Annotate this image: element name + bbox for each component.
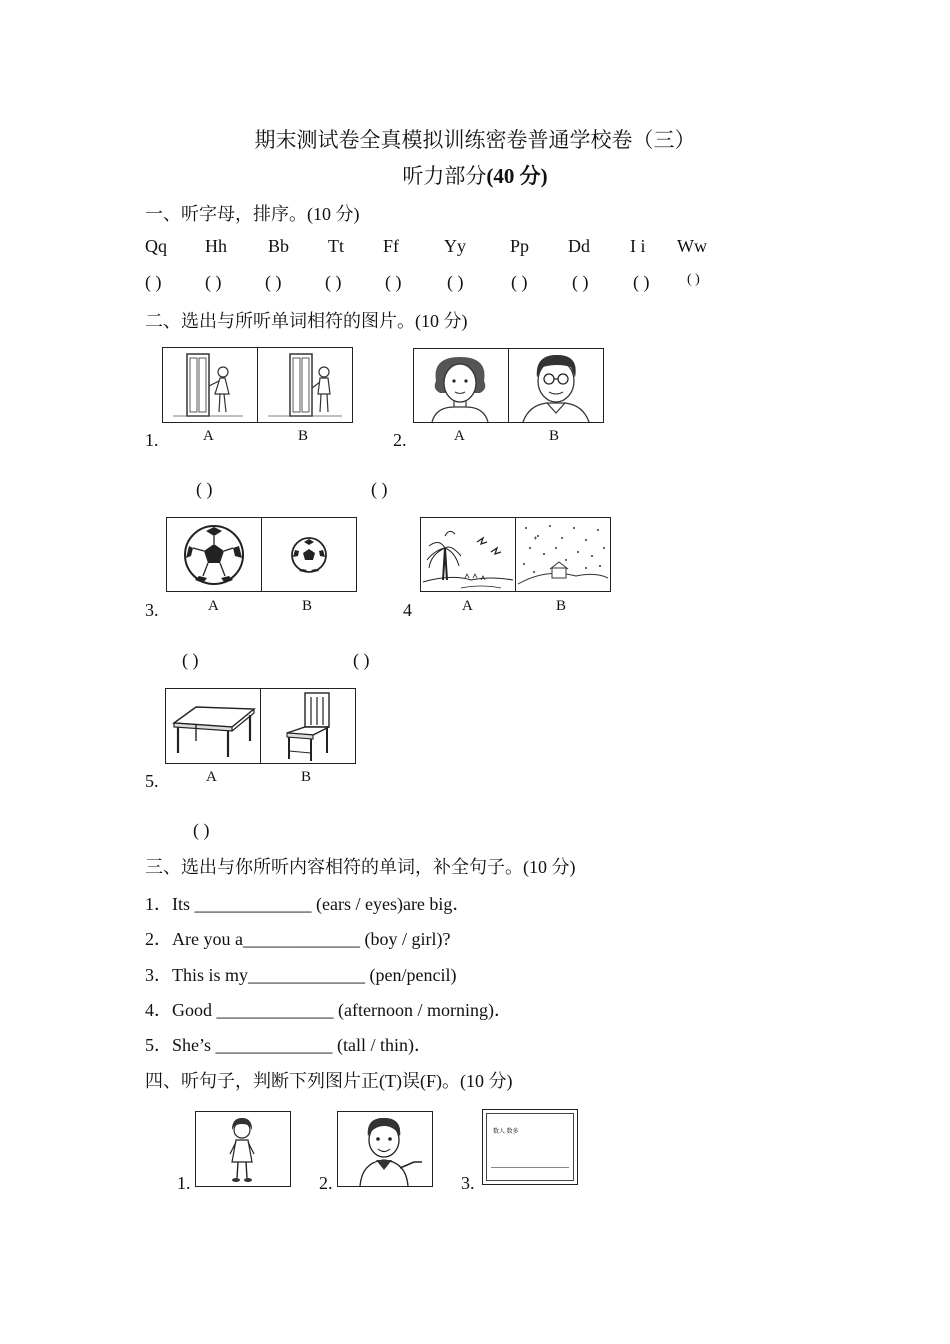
item-number: 4: [403, 600, 412, 620]
sentence-line: 4．Good _____________ (afternoon / morning)．: [145, 1000, 512, 1020]
option-a-picture[interactable]: [421, 518, 516, 591]
option-b-picture[interactable]: [262, 518, 356, 591]
section-title: [0, 160, 950, 190]
sentence-line: 1．Its _____________ (ears / eyes)are big．: [145, 894, 471, 914]
picture-pair-ball: [166, 517, 357, 592]
option-a-picture[interactable]: [167, 518, 262, 591]
answer-blank[interactable]: ( ): [371, 479, 388, 499]
item-number: 2.: [319, 1173, 333, 1193]
letter-item: Tt: [328, 236, 344, 256]
answer-blank[interactable]: ( ): [182, 650, 199, 670]
item-number: 5.: [145, 771, 159, 791]
girl-face-icon: [414, 349, 508, 422]
answer-blank[interactable]: ( ): [687, 272, 700, 287]
option-b-label: B: [556, 598, 567, 614]
answer-blank[interactable]: ( ): [511, 272, 528, 292]
part3-heading: 三、选出与你所听内容相符的单词，补全句子。(10 分): [145, 857, 576, 877]
picture-pair-door: [162, 347, 353, 423]
sentence-line: 5．She’s _____________ (tall / thin)．: [145, 1035, 432, 1055]
answer-blank[interactable]: ( ): [145, 272, 162, 292]
option-b-picture[interactable]: [261, 689, 355, 763]
girl-standing-icon: [196, 1112, 290, 1186]
letter-item: Bb: [268, 236, 290, 256]
answer-blank[interactable]: ( ): [193, 820, 210, 840]
option-b-label: B: [298, 428, 309, 444]
picture-pair-face: [413, 348, 604, 423]
answer-blank[interactable]: ( ): [633, 272, 650, 292]
answer-blank[interactable]: ( ): [265, 272, 282, 292]
letter-item: Ff: [383, 236, 400, 256]
boy-face-icon: [509, 349, 603, 422]
answer-blank[interactable]: ( ): [447, 272, 464, 292]
part1-heading: 一、听字母，排序。(10 分): [145, 204, 360, 224]
section-title-text: 听力部分: [402, 164, 487, 188]
card-text: 数人 数多: [493, 1129, 519, 1135]
sentence-line: 2．Are you a_____________ (boy / girl)?: [145, 929, 451, 949]
item-number: 1.: [177, 1173, 191, 1193]
option-a-label: A: [203, 428, 214, 444]
option-a-label: A: [454, 428, 465, 444]
letter-item: Hh: [205, 236, 227, 256]
tf-picture-2[interactable]: [337, 1111, 433, 1187]
small-ball-icon: [262, 518, 356, 591]
door-open-icon: [163, 348, 257, 422]
page-title: 期末测试卷全真模拟训练密卷普通学校卷（三）: [254, 128, 696, 152]
answer-blank[interactable]: ( ): [572, 272, 589, 292]
letter-item: I i: [630, 236, 646, 256]
option-b-picture[interactable]: [258, 348, 352, 422]
boy-pointing-icon: [338, 1112, 432, 1186]
door-closed-icon: [258, 348, 352, 422]
picture-pair-season: [420, 517, 611, 592]
option-b-picture[interactable]: [516, 518, 610, 591]
option-a-label: A: [206, 769, 217, 785]
letter-item: Yy: [444, 236, 466, 256]
option-b-label: B: [302, 598, 313, 614]
answer-blank[interactable]: ( ): [353, 650, 370, 670]
winter-scene-icon: [516, 518, 610, 591]
letter-item: Dd: [568, 236, 590, 256]
option-b-label: B: [549, 428, 560, 444]
answer-blank[interactable]: ( ): [325, 272, 342, 292]
answer-blank[interactable]: ( ): [205, 272, 222, 292]
letter-item: Pp: [510, 236, 530, 256]
picture-pair-furniture: [165, 688, 356, 764]
divider: [491, 1167, 569, 1168]
option-b-picture[interactable]: [509, 349, 603, 422]
option-a-label: A: [462, 598, 473, 614]
option-a-picture[interactable]: [163, 348, 258, 422]
tf-picture-1[interactable]: [195, 1111, 291, 1187]
option-a-picture[interactable]: [166, 689, 261, 763]
chair-icon: [261, 689, 355, 763]
item-number: 3.: [461, 1173, 475, 1193]
spring-scene-icon: [421, 518, 515, 591]
letter-item: Ww: [677, 236, 707, 256]
letter-item: Qq: [145, 236, 167, 256]
answer-blank[interactable]: ( ): [196, 479, 213, 499]
item-number: 3.: [145, 600, 159, 620]
option-a-picture[interactable]: [414, 349, 509, 422]
item-number: 2.: [393, 430, 407, 450]
item-number: 1.: [145, 430, 159, 450]
option-b-label: B: [301, 769, 312, 785]
table-icon: [166, 689, 260, 763]
part4-heading: 四、听句子，判断下列图片正(T)误(F)。(10 分): [145, 1071, 513, 1091]
sentence-line: 3．This is my_____________ (pen/pencil): [145, 965, 457, 985]
picture-frame: [486, 1113, 574, 1181]
section-points: (40 分): [486, 164, 548, 188]
part2-heading: 二、选出与所听单词相符的图片。(10 分): [145, 311, 468, 331]
option-a-label: A: [208, 598, 219, 614]
big-ball-icon: [167, 518, 261, 591]
tf-picture-3[interactable]: [482, 1109, 578, 1185]
answer-blank[interactable]: ( ): [385, 272, 402, 292]
